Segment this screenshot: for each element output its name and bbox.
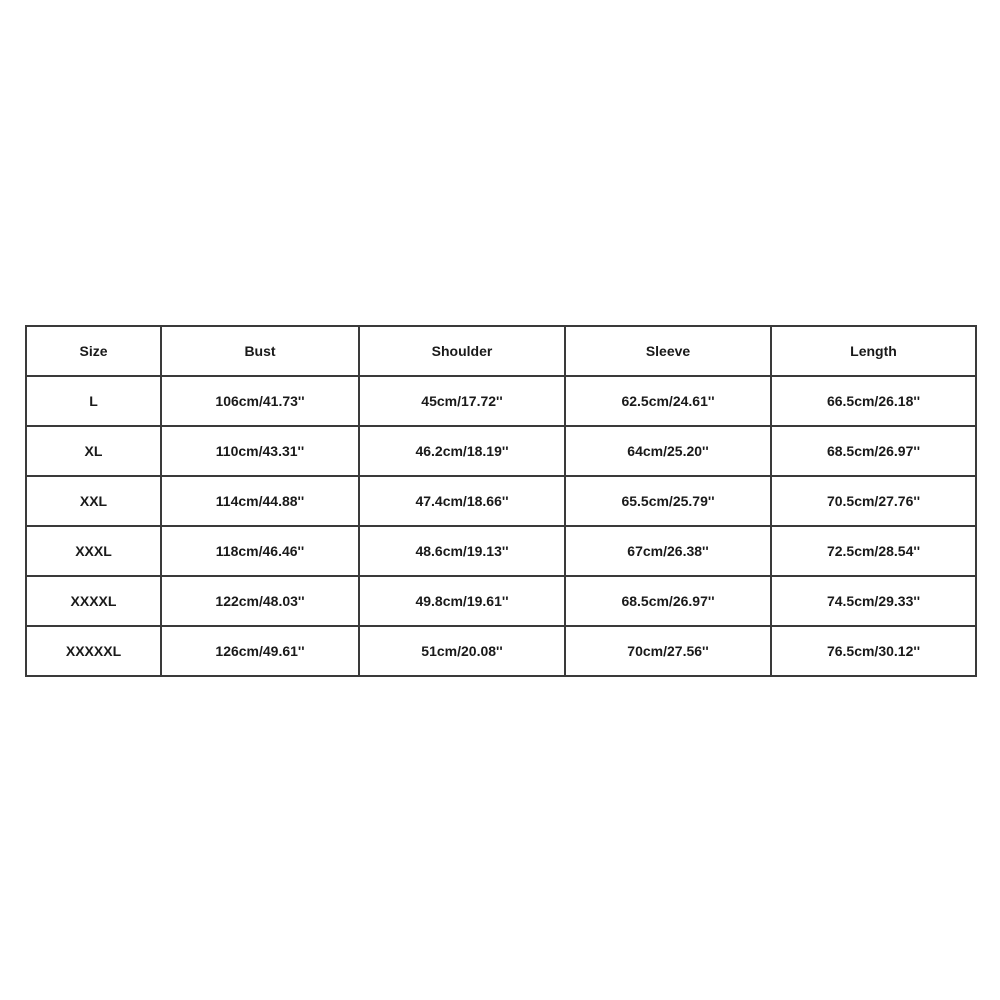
cell-bust: 114cm/44.88'' (161, 476, 359, 526)
cell-length: 74.5cm/29.33'' (771, 576, 976, 626)
cell-length: 70.5cm/27.76'' (771, 476, 976, 526)
cell-shoulder: 47.4cm/18.66'' (359, 476, 565, 526)
cell-sleeve: 65.5cm/25.79'' (565, 476, 771, 526)
cell-shoulder: 49.8cm/19.61'' (359, 576, 565, 626)
table-row (26, 576, 976, 626)
cell-shoulder: 48.6cm/19.13'' (359, 526, 565, 576)
table-row (26, 476, 976, 526)
cell-bust: 126cm/49.61'' (161, 626, 359, 676)
cell-sleeve: 64cm/25.20'' (565, 426, 771, 476)
cell-size: L (26, 376, 161, 426)
table-row (26, 376, 976, 426)
table-row (26, 426, 976, 476)
cell-shoulder: 46.2cm/18.19'' (359, 426, 565, 476)
size-chart-table (25, 325, 977, 677)
cell-size: XXXXL (26, 576, 161, 626)
cell-bust: 122cm/48.03'' (161, 576, 359, 626)
cell-sleeve: 62.5cm/24.61'' (565, 376, 771, 426)
cell-length: 76.5cm/30.12'' (771, 626, 976, 676)
cell-sleeve: 68.5cm/26.97'' (565, 576, 771, 626)
table-row (26, 526, 976, 576)
cell-size: XXXXXL (26, 626, 161, 676)
cell-length: 72.5cm/28.54'' (771, 526, 976, 576)
cell-shoulder: 51cm/20.08'' (359, 626, 565, 676)
cell-sleeve: 67cm/26.38'' (565, 526, 771, 576)
cell-bust: 118cm/46.46'' (161, 526, 359, 576)
cell-size: XXL (26, 476, 161, 526)
cell-length: 66.5cm/26.18'' (771, 376, 976, 426)
cell-bust: 106cm/41.73'' (161, 376, 359, 426)
header-length: Length (771, 326, 976, 376)
table-header-row (26, 326, 976, 376)
cell-size: XXXL (26, 526, 161, 576)
cell-size: XL (26, 426, 161, 476)
header-shoulder: Shoulder (359, 326, 565, 376)
cell-shoulder: 45cm/17.72'' (359, 376, 565, 426)
header-bust: Bust (161, 326, 359, 376)
table-row (26, 626, 976, 676)
header-sleeve: Sleeve (565, 326, 771, 376)
cell-length: 68.5cm/26.97'' (771, 426, 976, 476)
header-size: Size (26, 326, 161, 376)
cell-sleeve: 70cm/27.56'' (565, 626, 771, 676)
cell-bust: 110cm/43.31'' (161, 426, 359, 476)
